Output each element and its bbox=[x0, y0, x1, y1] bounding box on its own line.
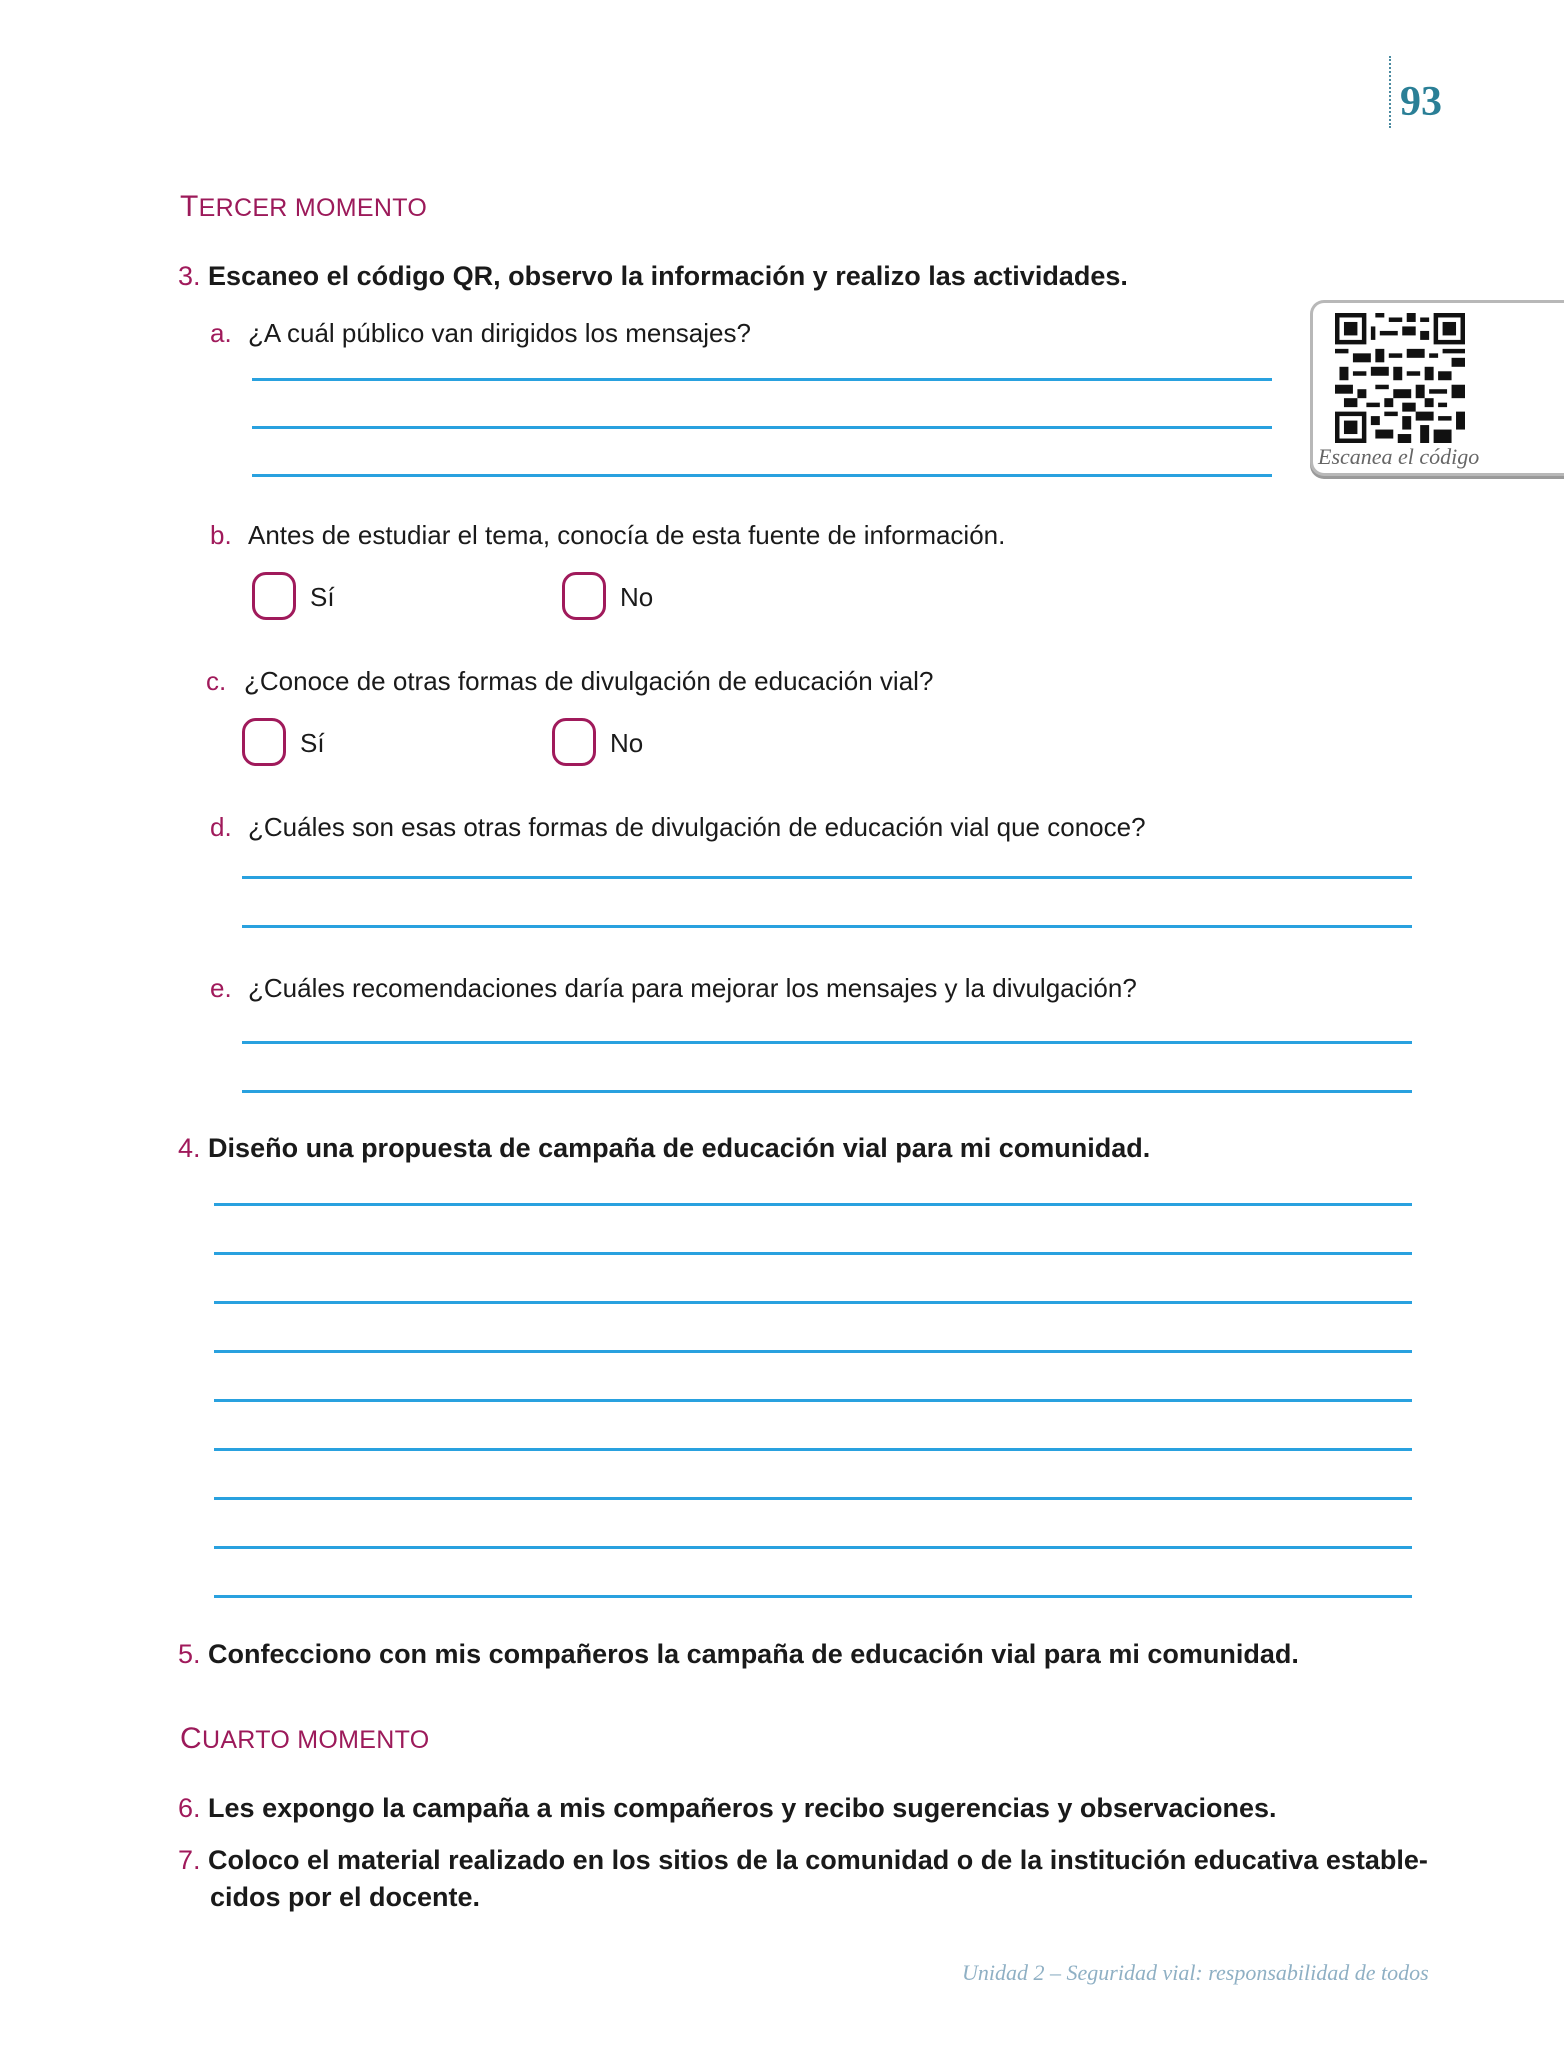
answer-line[interactable] bbox=[252, 474, 1272, 477]
question-7 bbox=[178, 1842, 1428, 1879]
question-7-continuation: cidos por el docente. bbox=[210, 1882, 481, 1912]
question-text: Les expongo la campaña a mis compañeros y recibo sugerencias y observaciones. bbox=[208, 1793, 1277, 1823]
qr-caption: Escanea el código bbox=[1318, 444, 1480, 469]
question-letter: d. bbox=[210, 812, 232, 842]
page-footer: Unidad 2 – Seguridad vial: responsabilidad de todos bbox=[962, 1960, 1429, 1985]
answer-line[interactable] bbox=[242, 1041, 1412, 1044]
answer-line[interactable] bbox=[214, 1448, 1412, 1451]
question-number: 7. bbox=[178, 1845, 201, 1875]
answer-line[interactable] bbox=[242, 876, 1412, 879]
question-3a bbox=[210, 318, 751, 349]
answer-line[interactable] bbox=[242, 1090, 1412, 1093]
question-6 bbox=[178, 1790, 1277, 1827]
page-number-divider bbox=[1389, 56, 1391, 128]
question-number: 5. bbox=[178, 1639, 201, 1669]
question-text: ¿Cuáles son esas otras formas de divulgación de educación vial que conoce? bbox=[248, 812, 1146, 842]
option-label-yes: Sí bbox=[310, 582, 335, 612]
checkbox-3b-no[interactable] bbox=[562, 572, 606, 620]
question-letter: a. bbox=[210, 318, 232, 348]
answer-line[interactable] bbox=[242, 925, 1412, 928]
question-letter: e. bbox=[210, 973, 232, 1003]
question-text: Confecciono con mis compañeros la campaña de educación vial para mi comunidad. bbox=[208, 1639, 1299, 1669]
answer-line[interactable] bbox=[214, 1350, 1412, 1353]
question-text: ¿Conoce de otras formas de divulgación de educación vial? bbox=[244, 666, 934, 696]
question-letter: c. bbox=[206, 666, 227, 696]
option-label-no: No bbox=[610, 728, 644, 758]
option-label-no: No bbox=[620, 582, 654, 612]
answer-line[interactable] bbox=[214, 1301, 1412, 1304]
checkbox-3c-yes[interactable] bbox=[242, 718, 286, 766]
question-3b bbox=[210, 520, 1005, 551]
question-5 bbox=[178, 1636, 1299, 1673]
answer-line[interactable] bbox=[214, 1546, 1412, 1549]
checkbox-3b-yes[interactable] bbox=[252, 572, 296, 620]
section-title-rest: ERCER MOMENTO bbox=[198, 194, 428, 222]
section-title-tercer-momento bbox=[180, 190, 427, 224]
option-label-yes: Sí bbox=[300, 728, 325, 758]
section-title-rest: UARTO MOMENTO bbox=[201, 1726, 430, 1754]
page-number: 93 bbox=[1400, 79, 1442, 125]
answer-line[interactable] bbox=[214, 1203, 1412, 1206]
section-title-cuarto-momento bbox=[180, 1722, 430, 1756]
question-text: ¿A cuál público van dirigidos los mensajes? bbox=[248, 318, 751, 348]
section-title-cap: T bbox=[180, 190, 199, 223]
question-number: 3. bbox=[178, 261, 201, 291]
answer-line[interactable] bbox=[252, 378, 1272, 381]
answer-line[interactable] bbox=[214, 1595, 1412, 1598]
question-text: Antes de estudiar el tema, conocía de esta fuente de información. bbox=[248, 520, 1006, 550]
question-text: Coloco el material realizado en los sitios de la comunidad o de la institución educativa estable- bbox=[208, 1845, 1428, 1875]
question-text: Escaneo el código QR, observo la información y realizo las actividades. bbox=[208, 261, 1128, 291]
question-letter: b. bbox=[210, 520, 232, 550]
question-3c bbox=[206, 666, 933, 697]
question-4 bbox=[178, 1130, 1150, 1167]
question-3e bbox=[210, 973, 1137, 1004]
answer-line[interactable] bbox=[214, 1497, 1412, 1500]
question-text: ¿Cuáles recomendaciones daría para mejorar los mensajes y la divulgación? bbox=[248, 973, 1137, 1003]
question-3 bbox=[178, 258, 1128, 295]
checkbox-3c-no[interactable] bbox=[552, 718, 596, 766]
question-number: 4. bbox=[178, 1133, 201, 1163]
question-3d bbox=[210, 812, 1146, 843]
question-text: Diseño una propuesta de campaña de educación vial para mi comunidad. bbox=[208, 1133, 1151, 1163]
answer-line[interactable] bbox=[252, 426, 1272, 429]
question-number: 6. bbox=[178, 1793, 201, 1823]
answer-line[interactable] bbox=[214, 1399, 1412, 1402]
section-title-cap: C bbox=[180, 1722, 202, 1755]
answer-line[interactable] bbox=[214, 1252, 1412, 1255]
qr-code-icon bbox=[1335, 313, 1465, 443]
